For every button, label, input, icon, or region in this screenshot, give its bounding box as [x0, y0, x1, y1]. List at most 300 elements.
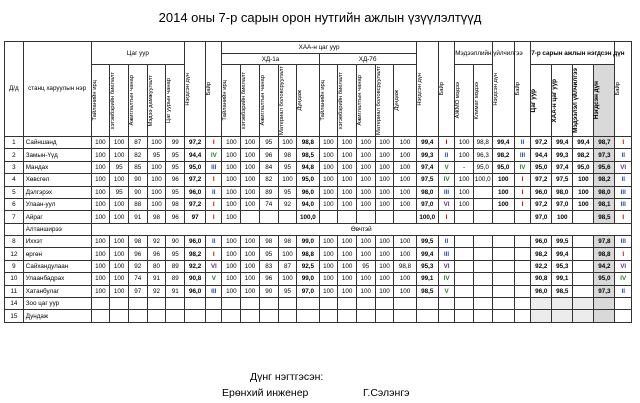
data-cell: 100 [319, 186, 338, 198]
data-cell: 100 [394, 149, 416, 161]
data-cell: 100 [110, 248, 129, 260]
data-cell: 95 [147, 149, 166, 161]
header-monthly-col: Мэдээлэл үйлчилгээ [573, 65, 594, 137]
rank-cell: II [438, 149, 454, 161]
rank-cell: III [514, 149, 530, 161]
data-cell: 74 [259, 198, 278, 210]
data-cell: 95,0 [473, 161, 492, 173]
data-cell: 97,0 [552, 198, 573, 210]
data-cell: 98,8 [394, 260, 416, 272]
data-cell [375, 310, 394, 322]
data-cell [206, 310, 222, 322]
rank-cell: I [514, 186, 530, 198]
data-cell [297, 298, 319, 310]
data-cell: 90,8 [185, 273, 206, 285]
data-cell [438, 310, 454, 322]
data-cell [473, 285, 492, 297]
data-cell: 100 [91, 136, 110, 148]
table-row [5, 136, 632, 148]
data-cell: 100 [241, 136, 260, 148]
rank-cell: I [206, 198, 222, 210]
data-cell: 98,8 [297, 136, 319, 148]
data-cell [573, 298, 594, 310]
data-cell [514, 310, 530, 322]
rank-cell: II [206, 236, 222, 248]
data-cell [531, 298, 552, 310]
data-cell: 90 [128, 186, 147, 198]
data-cell: 100 [241, 174, 260, 186]
data-cell [473, 236, 492, 248]
data-cell: 97,3 [594, 149, 615, 161]
data-cell: 98,7 [594, 136, 615, 148]
data-cell [473, 186, 492, 198]
rank-cell: V [438, 285, 454, 297]
data-cell: 100 [394, 248, 416, 260]
rank-cell: I [206, 248, 222, 260]
row-number: 5 [5, 186, 24, 198]
data-cell [278, 310, 297, 322]
data-cell: 95 [259, 136, 278, 148]
data-cell: 100 [394, 273, 416, 285]
data-cell [394, 211, 416, 223]
station-name: Иххэт [23, 236, 91, 248]
data-cell [259, 298, 278, 310]
data-cell [394, 310, 416, 322]
row-number: 9 [5, 260, 24, 272]
data-cell: 100 [319, 285, 338, 297]
data-cell [455, 273, 474, 285]
data-cell: 100 [319, 248, 338, 260]
rank-cell: II [438, 236, 454, 248]
data-cell [338, 298, 357, 310]
row-number: 4 [5, 174, 24, 186]
data-cell [147, 310, 166, 322]
data-cell [128, 298, 147, 310]
data-cell: 100 [241, 273, 260, 285]
data-cell [492, 285, 514, 297]
rank-cell: I [206, 136, 222, 148]
data-cell [514, 298, 530, 310]
data-cell: 95,0 [297, 174, 319, 186]
station-name: Улаан-уул [23, 198, 91, 210]
header-weather-rank: Байр [206, 42, 222, 137]
data-cell: 100 [375, 149, 394, 161]
data-cell: 100 [338, 174, 357, 186]
data-cell: 97,2 [531, 174, 552, 186]
data-cell: 100 [319, 273, 338, 285]
table-row [5, 285, 632, 297]
data-cell: 100 [356, 136, 375, 148]
row-number: 12 [5, 248, 24, 260]
data-cell: 100 [455, 186, 474, 198]
data-cell: 96 [166, 174, 185, 186]
data-cell: 96 [166, 211, 185, 223]
station-name: Дундаж [23, 310, 91, 322]
report-table [4, 41, 632, 323]
header-agro-rank: Байр [438, 42, 454, 137]
rank-cell: VI [615, 161, 632, 173]
data-cell: 100 [375, 198, 394, 210]
data-cell: 100 [110, 273, 129, 285]
data-cell: 100 [394, 136, 416, 148]
header-agro-col: хэтэвбэрийн биелалт [241, 65, 260, 137]
data-cell: 100 [110, 285, 129, 297]
rank-cell: III [615, 198, 632, 210]
data-cell: 100,0 [416, 211, 438, 223]
data-cell: 91 [147, 273, 166, 285]
data-cell: 97,8 [594, 236, 615, 248]
data-cell: 99,4 [416, 136, 438, 148]
data-cell: 100 [91, 260, 110, 272]
header-agro-col: Тайланийн ирц [319, 65, 338, 137]
data-cell: 84 [259, 161, 278, 173]
data-cell: 100 [338, 285, 357, 297]
data-cell: 95 [166, 161, 185, 173]
row-number [5, 223, 24, 235]
data-cell: 100 [91, 149, 110, 161]
data-cell: 100 [222, 211, 241, 223]
data-cell: 94,2 [594, 260, 615, 272]
rank-cell [514, 273, 530, 285]
rank-cell: II [615, 149, 632, 161]
data-cell [531, 310, 552, 322]
rank-cell: III [438, 248, 454, 260]
data-cell: 100 [338, 236, 357, 248]
section-label: Өвчтэй [91, 223, 631, 235]
data-cell: 99,4 [416, 248, 438, 260]
data-cell [206, 298, 222, 310]
data-cell: 89 [166, 273, 185, 285]
data-cell: 98 [278, 149, 297, 161]
station-name: Хөвсгөл [23, 174, 91, 186]
data-cell: 100 [147, 198, 166, 210]
data-cell: 99,5 [416, 236, 438, 248]
data-cell: 97,5 [416, 174, 438, 186]
data-cell [110, 310, 129, 322]
data-cell [222, 298, 241, 310]
data-cell: 100 [222, 198, 241, 210]
data-cell: 98,2 [594, 174, 615, 186]
data-cell [473, 198, 492, 210]
data-cell: 100 [455, 149, 474, 161]
data-cell: 94,0 [297, 198, 319, 210]
row-number: 10 [5, 273, 24, 285]
data-cell: 100 [338, 149, 357, 161]
data-cell: 100 [241, 236, 260, 248]
data-cell [185, 298, 206, 310]
data-cell: 99,0 [297, 273, 319, 285]
row-number: 6 [5, 198, 24, 210]
data-cell: 100 [455, 136, 474, 148]
data-cell: 95,0 [492, 161, 514, 173]
rank-cell: IV [615, 273, 632, 285]
rank-cell: VI [438, 198, 454, 210]
data-cell: 100 [110, 136, 129, 148]
data-cell: 98,1 [594, 198, 615, 210]
signature-label: Дүнг нэгтгэсэн: [250, 371, 324, 383]
data-cell [278, 211, 297, 223]
data-cell: 100 [278, 174, 297, 186]
data-cell: 100 [319, 260, 338, 272]
data-cell: 98,8 [297, 248, 319, 260]
header-monthly: 7-р сарын ажлын нэгдсэн дүн [531, 42, 615, 65]
station-name: Алтанширээ [23, 223, 91, 235]
data-cell: 100 [319, 198, 338, 210]
header-agro-col: Материал боловсруулалт [375, 65, 394, 137]
data-cell: 96,0 [531, 236, 552, 248]
data-cell: 97,0 [297, 285, 319, 297]
data-cell [455, 248, 474, 260]
data-cell: 100 [356, 248, 375, 260]
data-cell: 97,4 [416, 161, 438, 173]
data-cell: 98 [147, 211, 166, 223]
data-cell: 82 [128, 149, 147, 161]
rank-cell: VI [438, 260, 454, 272]
data-cell: 97 [128, 285, 147, 297]
data-cell: 100 [241, 149, 260, 161]
data-cell: 100 [492, 174, 514, 186]
rank-cell: IV [206, 149, 222, 161]
data-cell: 100 [375, 161, 394, 173]
data-cell: 95 [166, 186, 185, 198]
data-cell: 98 [128, 236, 147, 248]
data-cell: 92,2 [531, 260, 552, 272]
table-row [5, 186, 632, 198]
row-number: 11 [5, 285, 24, 297]
rank-cell: I [206, 174, 222, 186]
data-cell: 100 [338, 260, 357, 272]
data-cell [416, 310, 438, 322]
header-weather-col: Ажиглалтын чанар [128, 65, 147, 137]
data-cell: 97,2 [185, 174, 206, 186]
table-row [5, 211, 632, 223]
header-agro: ХАА-н цаг уур [222, 42, 416, 54]
header-agro-sum: Дүндаж [394, 65, 416, 137]
data-cell: 100 [356, 285, 375, 297]
data-cell [356, 298, 375, 310]
table-row [5, 149, 632, 161]
data-cell: 100 [241, 161, 260, 173]
data-cell [110, 298, 129, 310]
data-cell [241, 298, 260, 310]
header-weather-col: Цаг уурын чанар [166, 65, 185, 137]
data-cell [319, 310, 338, 322]
data-cell [492, 260, 514, 272]
table-row [5, 310, 632, 322]
data-cell: 89 [259, 186, 278, 198]
data-cell [297, 310, 319, 322]
data-cell: 88 [128, 198, 147, 210]
data-cell [278, 298, 297, 310]
data-cell: 97,2 [531, 136, 552, 148]
data-cell: 92 [128, 260, 147, 272]
rank-cell: I [615, 248, 632, 260]
data-cell: 98,5 [552, 285, 573, 297]
data-cell: 98 [259, 236, 278, 248]
data-cell: 100 [278, 273, 297, 285]
data-cell: 100 [455, 174, 474, 186]
data-cell: 100,0 [297, 211, 319, 223]
station-name: Замын-Үүд [23, 149, 91, 161]
data-cell: 100 [394, 285, 416, 297]
data-cell [455, 310, 474, 322]
data-cell: 100 [338, 198, 357, 210]
data-cell: 100 [110, 236, 129, 248]
data-cell: 96,3 [473, 149, 492, 161]
data-cell: 100 [222, 273, 241, 285]
rank-cell: I [438, 211, 454, 223]
data-cell: 95,0 [531, 161, 552, 173]
data-cell: 95 [110, 161, 129, 173]
data-cell: 83 [259, 260, 278, 272]
rank-cell: III [438, 186, 454, 198]
data-cell: 95 [166, 149, 185, 161]
data-cell: 100 [110, 174, 129, 186]
data-cell: 100 [241, 285, 260, 297]
station-name: Улаанбадрах [23, 273, 91, 285]
data-cell: 98,2 [492, 149, 514, 161]
data-cell [492, 236, 514, 248]
data-cell: 100 [241, 248, 260, 260]
station-name: Дэлгэрэх [23, 186, 91, 198]
data-cell [416, 298, 438, 310]
data-cell: 99,4 [552, 136, 573, 148]
data-cell [241, 310, 260, 322]
data-cell [147, 298, 166, 310]
data-cell: 100 [91, 236, 110, 248]
data-cell [455, 285, 474, 297]
data-cell: 100 [222, 236, 241, 248]
header-agro-col: Тайланийн ирц [222, 65, 241, 137]
data-cell: 100 [492, 198, 514, 210]
data-cell: 97,2 [531, 198, 552, 210]
data-cell: 100 [356, 149, 375, 161]
data-cell: 97,3 [594, 285, 615, 297]
data-cell [241, 211, 260, 223]
data-cell: 100 [375, 174, 394, 186]
data-cell: 95 [166, 248, 185, 260]
header-station: станц харуулын нэр [23, 42, 91, 137]
data-cell [492, 248, 514, 260]
rank-cell [514, 211, 530, 223]
data-cell: 98 [278, 236, 297, 248]
data-cell: 100 [241, 186, 260, 198]
data-cell: 97,0 [416, 198, 438, 210]
rank-cell: V [206, 273, 222, 285]
data-cell [573, 310, 594, 322]
data-cell: 100 [319, 236, 338, 248]
data-cell: 100 [147, 186, 166, 198]
data-cell: 100 [222, 136, 241, 148]
data-cell [319, 298, 338, 310]
report-title: 2014 оны 7-р сарын орон нутгийн ажлын үзүүлэлтүүд [158, 10, 482, 25]
rank-cell: I [514, 198, 530, 210]
rank-cell [514, 285, 530, 297]
header-agro-total: Нэгдсэн дүн [416, 42, 438, 137]
data-cell: 94,4 [185, 149, 206, 161]
data-cell: 99,4 [492, 136, 514, 148]
rank-cell: V [438, 161, 454, 173]
data-cell: 99,1 [552, 273, 573, 285]
data-cell: 100 [241, 198, 260, 210]
header-info-total: Нэгдсэн дүн [492, 42, 514, 137]
data-cell [91, 310, 110, 322]
header-weather-total: Нэгдсэн дүн [185, 42, 206, 137]
data-cell: 98,0 [594, 186, 615, 198]
data-cell: 87 [278, 260, 297, 272]
data-cell: 100 [91, 211, 110, 223]
data-cell: 100 [492, 186, 514, 198]
data-cell: 100 [319, 161, 338, 173]
header-info-col: Климат мэдээ [473, 65, 492, 137]
header-agro-sum: Дүндаж [297, 65, 319, 137]
data-cell: 100 [147, 174, 166, 186]
data-cell [455, 211, 474, 223]
data-cell: 96 [147, 248, 166, 260]
data-cell: 96,0 [297, 186, 319, 198]
data-cell: 99,3 [552, 149, 573, 161]
data-cell: 100 [394, 236, 416, 248]
data-cell: 100 [222, 161, 241, 173]
data-cell: 98,5 [416, 285, 438, 297]
data-cell: 100 [375, 248, 394, 260]
data-cell: 100 [110, 198, 129, 210]
data-cell: 100 [394, 161, 416, 173]
data-cell: 100 [222, 285, 241, 297]
data-cell: 80 [147, 260, 166, 272]
data-cell: 100 [394, 186, 416, 198]
data-cell: 92,2 [185, 260, 206, 272]
station-name: Мандах [23, 161, 91, 173]
row-number: 7 [5, 211, 24, 223]
data-cell: 92 [147, 236, 166, 248]
data-cell: 100 [222, 149, 241, 161]
data-cell: 100 [338, 136, 357, 148]
data-cell: 97 [185, 211, 206, 223]
data-cell: 100 [91, 285, 110, 297]
data-cell: - [455, 161, 474, 173]
station-name: Сайншанд [23, 136, 91, 148]
data-cell [552, 310, 573, 322]
row-number: 3 [5, 161, 24, 173]
data-cell: 100 [91, 198, 110, 210]
data-cell [492, 298, 514, 310]
data-cell [438, 298, 454, 310]
data-cell [259, 310, 278, 322]
station-name: өргөн [23, 248, 91, 260]
data-cell [573, 273, 594, 285]
data-cell: 99,0 [297, 236, 319, 248]
header-dd: Д/д [5, 42, 24, 137]
data-cell [356, 310, 375, 322]
data-cell: 98,8 [594, 248, 615, 260]
data-cell [455, 298, 474, 310]
data-cell [259, 211, 278, 223]
data-cell: 100 [375, 236, 394, 248]
table-row [5, 260, 632, 272]
header-agro-col: хэтэвбэрийн биелалт [338, 65, 357, 137]
data-cell [319, 211, 338, 223]
data-cell: 100 [241, 260, 260, 272]
data-cell: 100 [222, 248, 241, 260]
data-cell: 98,2 [573, 149, 594, 161]
data-cell: 100 [375, 273, 394, 285]
data-cell: 87 [128, 136, 147, 148]
header-monthly-col: Нэгдсэн дүн [594, 65, 615, 137]
table-row [5, 198, 632, 210]
header-agro-col: Ажиглалтын чанар [356, 65, 375, 137]
data-cell: 96,0 [531, 285, 552, 297]
